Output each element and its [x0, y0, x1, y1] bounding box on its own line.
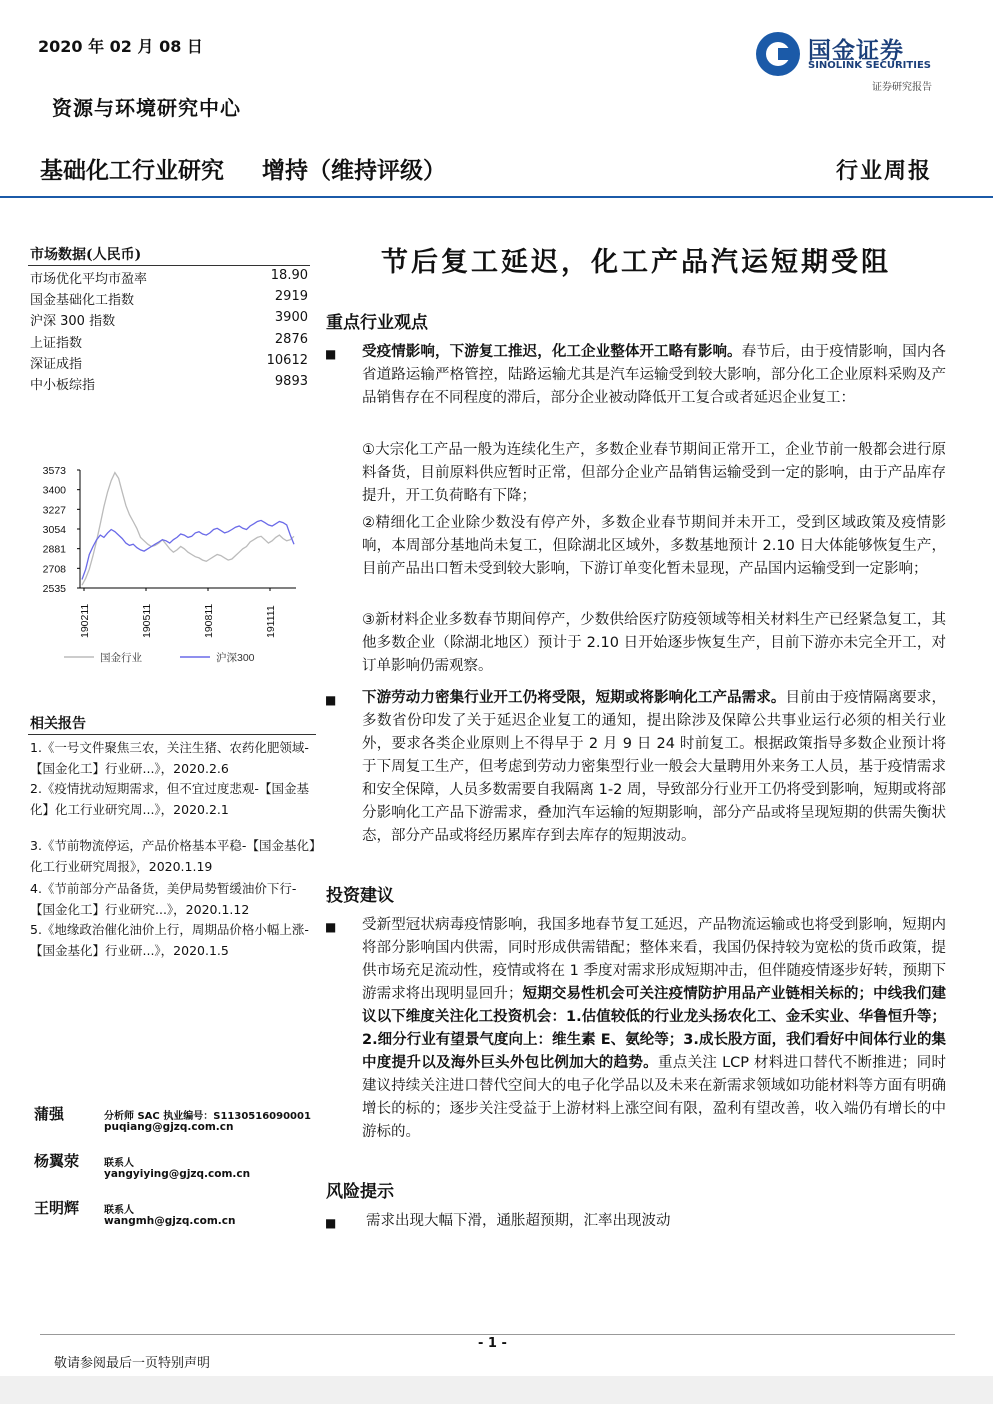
bullet-square-icon: ■	[325, 1216, 337, 1230]
paragraph-body: 春节后，由于疫情影响，国内各省道路运输严格管控，陆路运输尤其是汽车运输受到较大影响，部分化工企业原料采购及产品销售存在不同程度的滞后，部分企业被动降低开工复合或者延迟企业复工：	[362, 344, 947, 406]
section-risk-heading: 风险提示	[326, 1182, 394, 1202]
bullet-square-icon: ■	[325, 920, 337, 934]
footer-disclaimer: 敬请参阅最后一页特别声明	[54, 1356, 211, 1371]
market-data-label: 国金基础化工指数	[30, 293, 135, 309]
bullet-square-icon: ■	[325, 347, 337, 361]
section-key-views-heading: 重点行业观点	[326, 313, 428, 333]
market-data-row	[30, 374, 308, 395]
chart-y-tick-label: 3054	[42, 524, 66, 536]
market-data-row	[30, 332, 308, 353]
paragraph-bold-recommendation: 短期交易性机会可关注疫情防护用品产业链相关标的；中线我们建议以下维度关注化工投资机会：1.估值较低的行业龙头扬农化工、金禾实业、华鲁恒升等；2.细分行业有望景气度向上：维生素 E、氨纶等；3.成长股方面，我们看好中间体行业的集中度提升以及海外巨头外包比例加大的趋势。	[362, 986, 947, 1071]
paragraph-risk: 需求出现大幅下滑，通胀超预期，汇率出现波动	[366, 1213, 671, 1229]
logo-mark-icon	[756, 32, 800, 76]
research-center-name: 资源与环境研究中心	[52, 96, 241, 120]
page-number: - 1 -	[478, 1336, 507, 1351]
chart-y-tick-label: 2535	[42, 583, 66, 595]
analyst-role: 分析师 SAC 执业编号：S1130516090001	[104, 1111, 311, 1122]
report-date: 2020 年 02 月 08 日	[38, 37, 203, 56]
chart-y-tick-label: 2881	[42, 543, 66, 556]
logo-en-text: SINOLINK SECURITIES	[808, 60, 931, 71]
related-reports-divider	[28, 734, 316, 735]
industry-title: 基础化工行业研究	[40, 158, 224, 184]
market-data-heading: 市场数据(人民币)	[30, 247, 142, 263]
related-report-item: 4.《节前部分产品备货，美伊局势暂缓油价下行-【国金化工】行业研究...》，2020.1.12	[30, 881, 297, 917]
bottom-bar	[0, 1376, 993, 1404]
related-report-item: 5.《地缘政治催化油价上行，周期品价格小幅上涨-【国金基化】行业研...》，2020.1.5	[30, 922, 309, 958]
chart-y-tick-label: 3573	[42, 465, 66, 477]
chart-y-tick-label: 3400	[42, 484, 66, 497]
paragraph-body: 受新型冠状病毒疫情影响，我国多地春节复工延迟，产品物流运输或也将受到影响，短期内将部分影响国内供需，同时形成供需错配；整体来看，我国仍保持较为宽松的货币政策，提供市场充足流动性，疫情或将在 1 季度对需求形成短期冲击，但伴随疫情逐步好转，预期下游需求将出现明显回升；	[362, 917, 946, 1002]
chart-x-tick-label: 190211	[79, 603, 91, 638]
market-data-label: 中小板综指	[30, 378, 96, 393]
analyst-email[interactable]: wangmh@gjzq.com.cn	[104, 1215, 236, 1227]
logo-subtitle: 证券研究报告	[872, 82, 932, 93]
market-data-value: 2919	[274, 289, 308, 305]
paragraph-fine-chemicals: ②精细化工企业除少数没有停产外，多数企业春节期间并未开工，受到区域政策及疫情影响，本周部分基地尚未复工，但除湖北区域外，多数基地预计 2.10 日大体能够恢复生产，目前产品出口暂未受到较大影响，下游订单变化暂未显现，产品国内运输受到一定影响；	[362, 515, 947, 577]
logo-cn-text: 国金证券	[808, 38, 904, 64]
chart-series-line-0	[82, 473, 294, 586]
analyst-name: 王明辉	[34, 1199, 80, 1217]
analyst-role: 联系人	[104, 1205, 134, 1216]
analyst-email[interactable]: puqiang@gjzq.com.cn	[104, 1121, 234, 1133]
paragraph-body: 重点关注 LCP 材料进口替代不断推进；同时建议持续关注进口替代空间大的电子化学品以及未来在新需求领域如功能材料等方面有明确增长的标的；逐步关注受益于上游材料上涨空间有限，盈利有望改善，收入端仍有增长的中游标的。	[362, 1055, 946, 1140]
market-data-row	[30, 353, 308, 374]
market-data-label: 深证成指	[30, 356, 83, 372]
market-data-row	[30, 268, 308, 289]
paragraph-demand-impact	[362, 341, 946, 410]
paragraph-bold-lead: 下游劳动力密集行业开工仍将受限，短期或将影响化工产品需求。	[362, 690, 786, 706]
related-reports-heading: 相关报告	[30, 716, 86, 732]
report-main-title: 节后复工延迟，化工产品汽运短期受阻	[381, 247, 891, 278]
chart-y-tick-label: 3227	[42, 504, 66, 517]
header-divider	[0, 196, 993, 198]
market-data-value: 10612	[266, 352, 308, 368]
section-investment-heading: 投资建议	[326, 886, 394, 906]
market-data-divider	[28, 265, 310, 266]
chart-x-tick-label: 191111	[265, 605, 277, 638]
chart-y-tick-label: 2708	[42, 563, 66, 576]
market-data-value: 18.90	[270, 268, 308, 283]
market-data-row	[30, 289, 308, 310]
paragraph-labor-intensive	[362, 687, 946, 848]
report-type: 行业周报	[836, 158, 933, 184]
related-report-item: 3.《节前物流停运，产品价格基本平稳-【国金基化】化工行业研究周报》，2020.1.19	[30, 838, 316, 874]
analyst-role: 联系人	[104, 1158, 134, 1169]
paragraph-bold-lead: 受疫情影响，下游复工推迟，化工企业整体开工略有影响。	[362, 344, 742, 360]
chart-legend-label: 国金行业	[100, 652, 142, 664]
chart-x-tick-label: 190511	[141, 603, 153, 638]
market-data-row	[30, 310, 308, 331]
paragraph-bulk-chemicals: ①大宗化工产品一般为连续化生产，多数企业春节期间正常开工，企业节前一般都会进行原料备货，目前原料供应暂时正常，但部分企业产品销售运输受到一定的影响，由于产品库存提升，开工负荷略有下降；	[362, 442, 946, 504]
chart-x-tick-label: 190811	[203, 603, 215, 638]
related-report-item: 1.《一号文件聚焦三农，关注生猪、农药化肥领域-【国金化工】行业研...》，2020.2.6	[30, 740, 309, 776]
related-report-item: 2.《疫情扰动短期需求，但不宜过度悲观-【国金基化】化工行业研究周...》，2020.2.1	[30, 781, 309, 817]
chart-series-line-1	[82, 520, 294, 579]
analyst-email[interactable]: yangyiying@gjzq.com.cn	[104, 1168, 251, 1180]
bullet-square-icon: ■	[325, 693, 337, 707]
analyst-name: 杨翼荥	[34, 1152, 80, 1170]
chart-legend-label: 沪深300	[216, 652, 255, 664]
market-data-value: 2876	[274, 331, 308, 347]
analyst-name: 蒲强	[34, 1105, 65, 1123]
index-chart	[28, 456, 318, 674]
paragraph-body: 目前由于疫情隔离要求，多数省份印发了关于延迟企业复工的通知，提出除涉及保障公共事业运行必须的相关行业外，要求各类企业原则上不得早于 2 月 9 日 24 时前复工。根据政策指导多数企业预计将于下周复工生产，但考虑到劳动力密集型行业一般会大量聘用外来务工人员，基于疫情需求和安全保障，人员多数需要自我隔离 1-2 周，导致部分行业开工仍将受到影响，短期或将部分影响化工产品下游需求，叠加汽车运输的短期影响，部分产品或将呈现短期的供需失衡状态，部分产品或将经历累库存到去库存的短期波动。	[362, 690, 947, 844]
paragraph-investment-advice	[362, 914, 946, 1144]
index-chart-svg	[28, 456, 318, 674]
market-data-label: 上证指数	[30, 335, 83, 351]
rating: 增持（维持评级）	[262, 158, 446, 184]
market-data-value: 9893	[274, 374, 308, 389]
paragraph-new-materials: ③新材料企业多数春节期间停产，少数供给医疗防疫领域等相关材料生产已经紧急复工，其他多数企业（除湖北地区）预计于 2.10 日开始逐步恢复生产，目前下游亦未完全开工，对订单影响仍需观察。	[362, 612, 946, 674]
market-data-label: 沪深 300 指数	[30, 314, 116, 330]
market-data-label: 市场优化平均市盈率	[30, 272, 148, 287]
market-data-value: 3900	[274, 310, 308, 326]
footer-divider	[40, 1334, 955, 1335]
